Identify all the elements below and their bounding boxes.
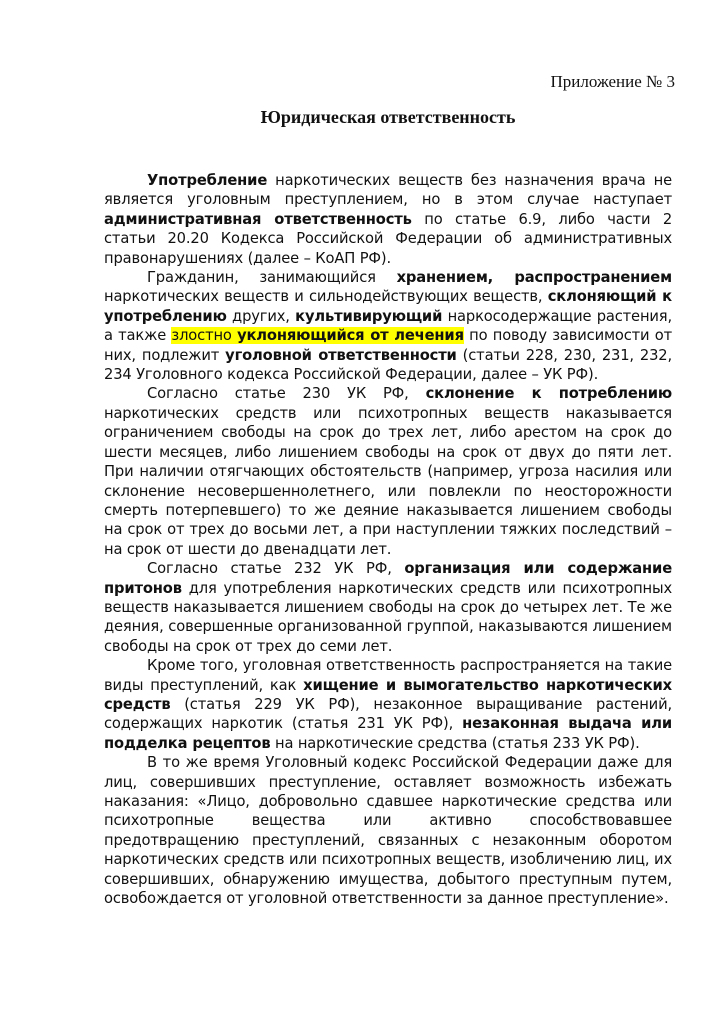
text-segment: уголовной ответственности bbox=[225, 346, 457, 364]
paragraph-5 bbox=[104, 656, 672, 753]
highlighted-text: уклоняющийся от лечения bbox=[237, 327, 464, 345]
paragraph-6 bbox=[104, 753, 672, 908]
highlighted-text: злостно bbox=[171, 327, 238, 345]
text-segment: по поводу зависимости от них, подлежит bbox=[104, 327, 673, 364]
text-segment: В то же время Уголовный кодекс Российской Федерации даже для лиц, совершивших преступление, оставляет возможность избежать наказания: «Лицо, добровольно сдавшее наркотические средства или психотропные вещества или активно способствовавшее предотвращению преступлений, связанных с незаконным оборотом наркотических средств или психотропных веществ, изобличению лиц, их совершивших, обнаружению имущества, добытого преступным путем, освобождается от уголовной ответственности за данное преступление». bbox=[104, 754, 672, 908]
text-segment: Употребление bbox=[147, 172, 268, 189]
text-segment: склонение к потреблению bbox=[425, 385, 672, 403]
page-title: Юридическая ответственность bbox=[260, 107, 516, 127]
text-segment: хранением, распространением bbox=[396, 269, 672, 287]
text-segment: наркотических веществ и сильнодействующих веществ, bbox=[104, 288, 548, 306]
text-segment: Согласно статье 230 УК РФ, bbox=[147, 385, 426, 403]
text-segment: административная ответственность bbox=[104, 210, 412, 228]
text-segment: наркотических веществ без назначения врача не является уголовным преступлением, но в этом случае наступает bbox=[104, 172, 672, 209]
text-segment: организация или содержание притонов bbox=[104, 560, 673, 597]
text-segment: наркосодержащие растения, а также bbox=[104, 307, 672, 345]
document-body bbox=[104, 171, 672, 908]
paragraph-3 bbox=[104, 384, 672, 559]
text-segment: Кроме того, уголовная ответственность распространяется на такие виды преступлений, как bbox=[104, 657, 672, 694]
text-segment: хищение и вымогательство наркотических средств bbox=[104, 676, 672, 713]
text-segment: для употребления наркотических средств или психотропных веществ наказывается лишением свободы на срок до четырех лет. Те же деяния, совершенные организованной группой, наказываются лишением свободы на срок от трех до семи лет. bbox=[104, 579, 672, 655]
text-segment: Согласно статье 232 УК РФ, bbox=[147, 560, 405, 578]
paragraph-2 bbox=[104, 268, 672, 384]
appendix-label: Приложение № 3 bbox=[550, 72, 675, 91]
text-segment: по статье 6.9, либо части 2 статьи 20.20 Кодекса Российской Федерации об административных правонарушениях (далее – КоАП РФ). bbox=[104, 210, 673, 267]
paragraph-4 bbox=[104, 559, 672, 656]
text-segment: Гражданин, занимающийся bbox=[147, 269, 397, 287]
text-segment: склоняющий к употреблению bbox=[104, 288, 673, 325]
text-segment: (статья 229 УК РФ), незаконное выращивание растений, содержащих наркотик (статья 231 УК РФ), bbox=[104, 695, 672, 733]
text-segment: (статьи 228, 230, 231, 232, 234 Уголовного кодекса Российской Федерации, далее – УК РФ). bbox=[104, 346, 672, 384]
text-segment: наркотических средств или психотропных веществ наказывается ограничением свободы на срок до трех лет, либо арестом на срок до шести месяцев, либо лишением свободы на срок от двух до пяти лет. При наличии отягчающих обстоятельств (например, угроза насилия или склонение несовершеннолетнего, или повлекли по неосторожности смерть потерпевшего) то же деяние наказывается лишением свободы на срок от трех до восьми лет, а при наступлении тяжких последствий – на срок от шести до двенадцати лет. bbox=[104, 404, 672, 558]
text-segment: других, bbox=[226, 307, 296, 325]
text-segment: на наркотические средства (статья 233 УК РФ). bbox=[270, 734, 640, 752]
text-segment: незаконная выдача или подделка рецептов bbox=[104, 715, 672, 752]
text-segment: культивирующий bbox=[295, 307, 443, 325]
paragraph-1 bbox=[104, 171, 672, 268]
